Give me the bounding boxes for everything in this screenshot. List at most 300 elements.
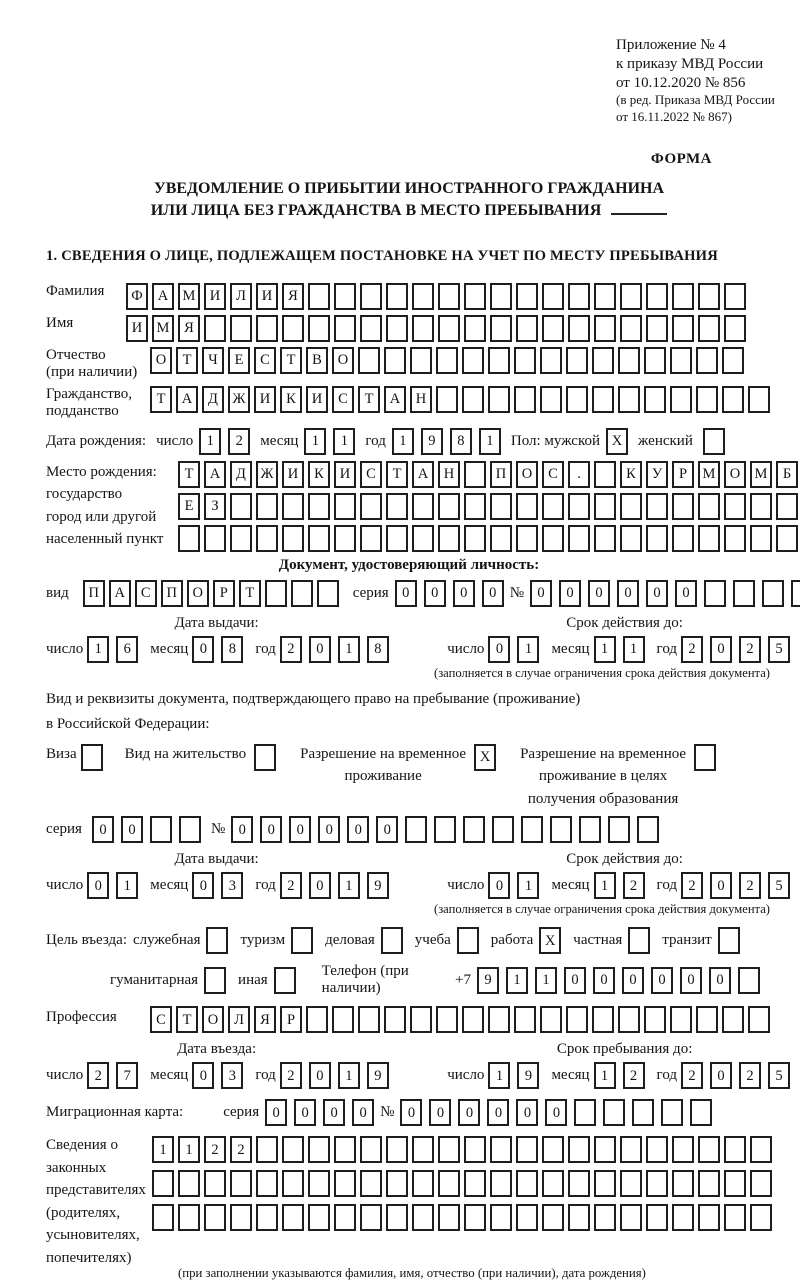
char-cell[interactable]: 3 (221, 1062, 243, 1089)
purpose-humanitarian-checkbox[interactable] (204, 967, 226, 994)
char-cell[interactable] (608, 816, 630, 843)
char-cell[interactable] (462, 1006, 484, 1033)
char-cell[interactable] (282, 1204, 304, 1231)
char-cell[interactable]: А (412, 461, 434, 488)
char-cell[interactable] (670, 1006, 692, 1033)
char-cell[interactable]: Л (228, 1006, 250, 1033)
char-cell[interactable]: Т (358, 386, 380, 413)
char-cell[interactable] (514, 386, 536, 413)
char-cell[interactable]: 2 (280, 872, 302, 899)
char-cell[interactable]: 0 (231, 816, 253, 843)
char-cell[interactable]: В (306, 347, 328, 374)
char-cell[interactable] (179, 816, 201, 843)
char-cell[interactable] (594, 1204, 616, 1231)
char-cell[interactable]: 1 (199, 428, 221, 455)
char-cell[interactable]: 0 (400, 1099, 422, 1126)
char-cell[interactable] (490, 1136, 512, 1163)
char-cell[interactable] (646, 315, 668, 342)
char-cell[interactable] (282, 493, 304, 520)
char-cell[interactable] (637, 816, 659, 843)
char-cell[interactable]: Д (202, 386, 224, 413)
char-cell[interactable]: 0 (646, 580, 668, 607)
char-cell[interactable]: С (542, 461, 564, 488)
char-cell[interactable] (492, 816, 514, 843)
char-cell[interactable] (178, 525, 200, 552)
char-cell[interactable]: З (204, 493, 226, 520)
char-cell[interactable] (568, 1136, 590, 1163)
char-cell[interactable] (334, 1170, 356, 1197)
char-cell[interactable] (516, 1204, 538, 1231)
char-cell[interactable]: 2 (280, 1062, 302, 1089)
char-cell[interactable]: 0 (593, 967, 615, 994)
char-cell[interactable] (568, 283, 590, 310)
char-cell[interactable] (438, 283, 460, 310)
char-cell[interactable] (644, 347, 666, 374)
char-cell[interactable]: 1 (338, 1062, 360, 1089)
char-cell[interactable]: 0 (309, 872, 331, 899)
char-cell[interactable] (334, 493, 356, 520)
char-cell[interactable]: И (254, 386, 276, 413)
char-cell[interactable] (620, 1204, 642, 1231)
char-cell[interactable] (540, 347, 562, 374)
char-cell[interactable]: Р (672, 461, 694, 488)
char-cell[interactable] (230, 493, 252, 520)
purpose-transit-checkbox[interactable] (718, 927, 740, 954)
char-cell[interactable] (516, 1136, 538, 1163)
char-cell[interactable] (438, 1170, 460, 1197)
char-cell[interactable]: 2 (681, 1062, 703, 1089)
char-cell[interactable]: Я (254, 1006, 276, 1033)
char-cell[interactable]: 9 (367, 872, 389, 899)
char-cell[interactable] (412, 525, 434, 552)
char-cell[interactable] (178, 1204, 200, 1231)
char-cell[interactable]: 0 (545, 1099, 567, 1126)
char-cell[interactable]: 0 (488, 872, 510, 899)
char-cell[interactable]: 1 (116, 872, 138, 899)
char-cell[interactable]: С (135, 580, 157, 607)
char-cell[interactable] (568, 1170, 590, 1197)
char-cell[interactable]: П (490, 461, 512, 488)
char-cell[interactable] (490, 1204, 512, 1231)
char-cell[interactable] (696, 1006, 718, 1033)
char-cell[interactable] (568, 315, 590, 342)
char-cell[interactable] (334, 283, 356, 310)
purpose-business-checkbox[interactable] (381, 927, 403, 954)
char-cell[interactable]: 0 (559, 580, 581, 607)
char-cell[interactable]: О (332, 347, 354, 374)
char-cell[interactable] (646, 1136, 668, 1163)
char-cell[interactable]: Ж (228, 386, 250, 413)
char-cell[interactable] (542, 525, 564, 552)
char-cell[interactable] (594, 315, 616, 342)
char-cell[interactable] (386, 1136, 408, 1163)
char-cell[interactable]: 1 (178, 1136, 200, 1163)
char-cell[interactable] (464, 493, 486, 520)
char-cell[interactable] (566, 386, 588, 413)
char-cell[interactable]: 7 (116, 1062, 138, 1089)
char-cell[interactable] (438, 1136, 460, 1163)
char-cell[interactable]: 1 (87, 636, 109, 663)
char-cell[interactable] (750, 1204, 772, 1231)
char-cell[interactable] (776, 525, 798, 552)
char-cell[interactable]: 0 (192, 1062, 214, 1089)
char-cell[interactable] (282, 315, 304, 342)
char-cell[interactable]: . (568, 461, 590, 488)
char-cell[interactable]: 0 (294, 1099, 316, 1126)
char-cell[interactable] (694, 744, 716, 771)
char-cell[interactable]: 2 (228, 428, 250, 455)
char-cell[interactable] (672, 1204, 694, 1231)
char-cell[interactable]: 0 (424, 580, 446, 607)
char-cell[interactable] (698, 1136, 720, 1163)
char-cell[interactable]: 5 (768, 872, 790, 899)
char-cell[interactable] (672, 283, 694, 310)
char-cell[interactable]: 0 (516, 1099, 538, 1126)
char-cell[interactable] (360, 283, 382, 310)
char-cell[interactable] (384, 347, 406, 374)
char-cell[interactable]: 1 (517, 636, 539, 663)
char-cell[interactable]: С (332, 386, 354, 413)
char-cell[interactable] (464, 1204, 486, 1231)
char-cell[interactable]: 2 (204, 1136, 226, 1163)
char-cell[interactable] (698, 315, 720, 342)
char-cell[interactable] (464, 315, 486, 342)
char-cell[interactable]: Е (228, 347, 250, 374)
char-cell[interactable] (230, 1170, 252, 1197)
char-cell[interactable] (750, 493, 772, 520)
char-cell[interactable]: 0 (588, 580, 610, 607)
char-cell[interactable] (672, 525, 694, 552)
char-cell[interactable]: И (306, 386, 328, 413)
char-cell[interactable]: 0 (121, 816, 143, 843)
char-cell[interactable]: 1 (535, 967, 557, 994)
char-cell[interactable] (386, 525, 408, 552)
char-cell[interactable]: 2 (280, 636, 302, 663)
char-cell[interactable]: 1 (594, 872, 616, 899)
char-cell[interactable]: Т (280, 347, 302, 374)
char-cell[interactable]: 0 (192, 872, 214, 899)
char-cell[interactable] (152, 1204, 174, 1231)
char-cell[interactable]: 8 (367, 636, 389, 663)
char-cell[interactable] (542, 1204, 564, 1231)
char-cell[interactable]: 1 (338, 872, 360, 899)
char-cell[interactable] (490, 493, 512, 520)
char-cell[interactable] (594, 461, 616, 488)
char-cell[interactable]: 0 (622, 967, 644, 994)
char-cell[interactable]: О (516, 461, 538, 488)
char-cell[interactable] (308, 1204, 330, 1231)
char-cell[interactable]: 0 (309, 636, 331, 663)
char-cell[interactable]: Р (213, 580, 235, 607)
char-cell[interactable]: Ж (256, 461, 278, 488)
char-cell[interactable] (618, 1006, 640, 1033)
char-cell[interactable]: 0 (289, 816, 311, 843)
char-cell[interactable]: 0 (323, 1099, 345, 1126)
char-cell[interactable]: 3 (221, 872, 243, 899)
char-cell[interactable] (438, 493, 460, 520)
char-cell[interactable] (670, 347, 692, 374)
char-cell[interactable]: 0 (651, 967, 673, 994)
char-cell[interactable]: 1 (333, 428, 355, 455)
char-cell[interactable]: А (152, 283, 174, 310)
char-cell[interactable] (360, 1170, 382, 1197)
char-cell[interactable] (540, 386, 562, 413)
char-cell[interactable] (462, 347, 484, 374)
char-cell[interactable]: Я (178, 315, 200, 342)
char-cell[interactable] (516, 1170, 538, 1197)
char-cell[interactable] (620, 1170, 642, 1197)
char-cell[interactable]: Т (176, 1006, 198, 1033)
char-cell[interactable] (256, 525, 278, 552)
char-cell[interactable]: С (254, 347, 276, 374)
char-cell[interactable] (696, 347, 718, 374)
purpose-work-checkbox[interactable] (539, 927, 561, 954)
char-cell[interactable] (776, 493, 798, 520)
char-cell[interactable] (490, 525, 512, 552)
char-cell[interactable] (620, 315, 642, 342)
char-cell[interactable] (282, 525, 304, 552)
char-cell[interactable] (646, 283, 668, 310)
char-cell[interactable] (724, 1170, 746, 1197)
char-cell[interactable] (405, 816, 427, 843)
char-cell[interactable]: 0 (675, 580, 697, 607)
char-cell[interactable]: 1 (338, 636, 360, 663)
char-cell[interactable]: М (750, 461, 772, 488)
char-cell[interactable] (542, 1136, 564, 1163)
char-cell[interactable] (620, 283, 642, 310)
char-cell[interactable]: 9 (517, 1062, 539, 1089)
char-cell[interactable] (672, 315, 694, 342)
char-cell[interactable] (724, 315, 746, 342)
char-cell[interactable] (733, 580, 755, 607)
char-cell[interactable] (436, 1006, 458, 1033)
char-cell[interactable] (488, 1006, 510, 1033)
char-cell[interactable]: 2 (739, 872, 761, 899)
purpose-private-checkbox[interactable] (628, 927, 650, 954)
char-cell[interactable]: X (474, 744, 496, 771)
char-cell[interactable] (592, 386, 614, 413)
char-cell[interactable]: М (152, 315, 174, 342)
char-cell[interactable] (724, 1204, 746, 1231)
char-cell[interactable] (81, 744, 103, 771)
char-cell[interactable]: Т (386, 461, 408, 488)
char-cell[interactable]: 0 (87, 872, 109, 899)
char-cell[interactable] (308, 493, 330, 520)
char-cell[interactable]: Н (410, 386, 432, 413)
char-cell[interactable]: М (178, 283, 200, 310)
char-cell[interactable] (412, 493, 434, 520)
char-cell[interactable] (308, 283, 330, 310)
char-cell[interactable]: Ф (126, 283, 148, 310)
char-cell[interactable]: 2 (230, 1136, 252, 1163)
char-cell[interactable] (308, 1170, 330, 1197)
char-cell[interactable]: К (308, 461, 330, 488)
char-cell[interactable] (722, 1006, 744, 1033)
char-cell[interactable] (462, 386, 484, 413)
char-cell[interactable] (603, 1099, 625, 1126)
char-cell[interactable] (724, 493, 746, 520)
char-cell[interactable]: У (646, 461, 668, 488)
char-cell[interactable] (204, 315, 226, 342)
char-cell[interactable]: 2 (681, 872, 703, 899)
char-cell[interactable]: И (256, 283, 278, 310)
char-cell[interactable]: 0 (309, 1062, 331, 1089)
char-cell[interactable] (722, 386, 744, 413)
char-cell[interactable] (178, 1170, 200, 1197)
char-cell[interactable] (360, 525, 382, 552)
char-cell[interactable] (718, 927, 740, 954)
char-cell[interactable]: 9 (477, 967, 499, 994)
char-cell[interactable] (204, 525, 226, 552)
temp-residence-checkbox[interactable] (474, 744, 496, 771)
char-cell[interactable] (488, 347, 510, 374)
char-cell[interactable] (724, 283, 746, 310)
char-cell[interactable] (256, 1136, 278, 1163)
char-cell[interactable] (646, 525, 668, 552)
char-cell[interactable] (254, 744, 276, 771)
char-cell[interactable]: С (360, 461, 382, 488)
char-cell[interactable]: 0 (260, 816, 282, 843)
char-cell[interactable]: 0 (488, 636, 510, 663)
char-cell[interactable] (412, 315, 434, 342)
char-cell[interactable]: 1 (152, 1136, 174, 1163)
char-cell[interactable] (282, 1170, 304, 1197)
purpose-other-checkbox[interactable] (274, 967, 296, 994)
char-cell[interactable] (574, 1099, 596, 1126)
char-cell[interactable] (750, 1136, 772, 1163)
char-cell[interactable] (274, 967, 296, 994)
visa-checkbox[interactable] (81, 744, 103, 771)
char-cell[interactable]: 6 (116, 636, 138, 663)
char-cell[interactable] (632, 1099, 654, 1126)
char-cell[interactable] (594, 283, 616, 310)
char-cell[interactable]: 1 (594, 636, 616, 663)
char-cell[interactable]: 2 (87, 1062, 109, 1089)
char-cell[interactable] (308, 525, 330, 552)
char-cell[interactable] (672, 1170, 694, 1197)
char-cell[interactable] (360, 493, 382, 520)
char-cell[interactable] (516, 283, 538, 310)
char-cell[interactable] (230, 1204, 252, 1231)
char-cell[interactable] (698, 1170, 720, 1197)
char-cell[interactable] (386, 315, 408, 342)
char-cell[interactable] (724, 1136, 746, 1163)
char-cell[interactable] (488, 386, 510, 413)
char-cell[interactable] (308, 1136, 330, 1163)
char-cell[interactable] (542, 1170, 564, 1197)
char-cell[interactable]: Р (280, 1006, 302, 1033)
char-cell[interactable]: 5 (768, 636, 790, 663)
char-cell[interactable] (550, 816, 572, 843)
char-cell[interactable]: 0 (617, 580, 639, 607)
char-cell[interactable]: 1 (392, 428, 414, 455)
char-cell[interactable]: 0 (487, 1099, 509, 1126)
char-cell[interactable] (646, 1204, 668, 1231)
char-cell[interactable]: 2 (739, 636, 761, 663)
char-cell[interactable] (644, 1006, 666, 1033)
char-cell[interactable] (438, 525, 460, 552)
char-cell[interactable] (412, 1170, 434, 1197)
char-cell[interactable] (748, 1006, 770, 1033)
char-cell[interactable] (698, 493, 720, 520)
char-cell[interactable]: 1 (594, 1062, 616, 1089)
char-cell[interactable]: 0 (458, 1099, 480, 1126)
char-cell[interactable] (661, 1099, 683, 1126)
char-cell[interactable] (436, 386, 458, 413)
char-cell[interactable] (438, 315, 460, 342)
char-cell[interactable] (463, 816, 485, 843)
char-cell[interactable]: И (282, 461, 304, 488)
char-cell[interactable] (291, 580, 313, 607)
char-cell[interactable] (256, 315, 278, 342)
char-cell[interactable]: 0 (192, 636, 214, 663)
char-cell[interactable]: 0 (318, 816, 340, 843)
char-cell[interactable] (646, 493, 668, 520)
char-cell[interactable]: Т (178, 461, 200, 488)
char-cell[interactable] (704, 580, 726, 607)
sex-female-checkbox[interactable] (703, 428, 725, 455)
char-cell[interactable] (434, 816, 456, 843)
char-cell[interactable]: А (204, 461, 226, 488)
char-cell[interactable] (722, 347, 744, 374)
char-cell[interactable]: 1 (488, 1062, 510, 1089)
char-cell[interactable] (618, 347, 640, 374)
char-cell[interactable] (566, 1006, 588, 1033)
char-cell[interactable] (334, 525, 356, 552)
char-cell[interactable] (594, 525, 616, 552)
char-cell[interactable] (150, 816, 172, 843)
char-cell[interactable] (490, 1170, 512, 1197)
char-cell[interactable]: Я (282, 283, 304, 310)
char-cell[interactable]: 0 (710, 636, 732, 663)
char-cell[interactable] (542, 493, 564, 520)
char-cell[interactable] (464, 525, 486, 552)
char-cell[interactable] (334, 1136, 356, 1163)
char-cell[interactable]: 8 (221, 636, 243, 663)
char-cell[interactable] (521, 816, 543, 843)
char-cell[interactable]: П (83, 580, 105, 607)
char-cell[interactable] (384, 1006, 406, 1033)
char-cell[interactable]: Б (776, 461, 798, 488)
char-cell[interactable] (265, 580, 287, 607)
char-cell[interactable] (464, 1170, 486, 1197)
char-cell[interactable]: М (698, 461, 720, 488)
char-cell[interactable] (256, 1170, 278, 1197)
char-cell[interactable] (618, 386, 640, 413)
char-cell[interactable] (360, 1204, 382, 1231)
char-cell[interactable]: X (539, 927, 561, 954)
char-cell[interactable]: О (187, 580, 209, 607)
sex-male-checkbox[interactable] (606, 428, 628, 455)
char-cell[interactable] (334, 315, 356, 342)
char-cell[interactable]: К (620, 461, 642, 488)
char-cell[interactable] (152, 1170, 174, 1197)
char-cell[interactable] (256, 1204, 278, 1231)
char-cell[interactable] (464, 461, 486, 488)
char-cell[interactable] (568, 493, 590, 520)
char-cell[interactable]: 0 (92, 816, 114, 843)
char-cell[interactable]: 0 (710, 872, 732, 899)
residence-permit-checkbox[interactable] (254, 744, 276, 771)
char-cell[interactable] (698, 283, 720, 310)
char-cell[interactable] (358, 347, 380, 374)
char-cell[interactable]: Т (176, 347, 198, 374)
char-cell[interactable] (464, 283, 486, 310)
char-cell[interactable]: 1 (479, 428, 501, 455)
char-cell[interactable]: О (202, 1006, 224, 1033)
char-cell[interactable] (672, 1136, 694, 1163)
char-cell[interactable] (386, 1170, 408, 1197)
